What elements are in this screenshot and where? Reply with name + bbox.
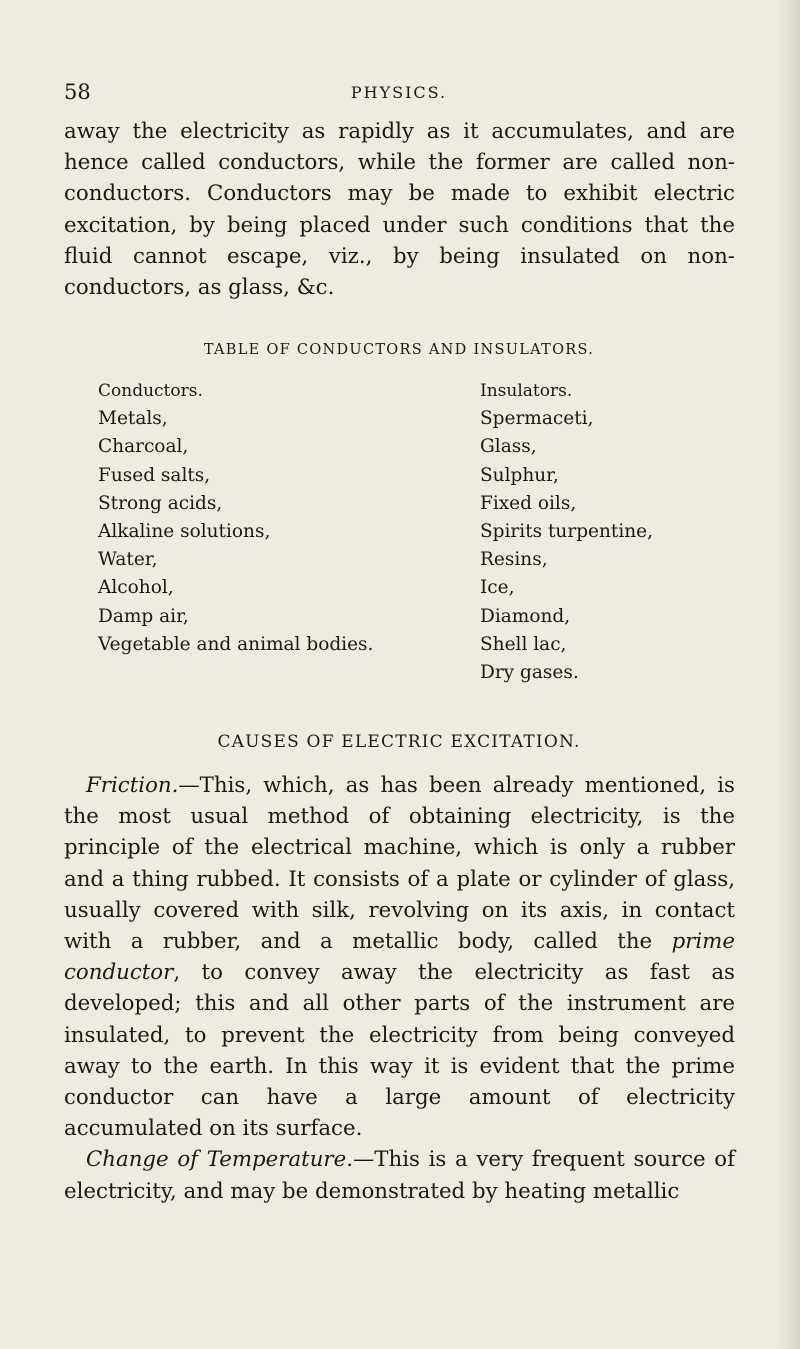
page-edge-shadow bbox=[778, 0, 800, 1349]
conductors-header: Conductors. bbox=[98, 381, 203, 401]
conductor-item: Alkaline solutions, bbox=[98, 521, 271, 543]
conductor-item: Damp air, bbox=[98, 605, 189, 627]
section-heading: CAUSES OF ELECTRIC EXCITATION. bbox=[217, 732, 581, 752]
conductor-item: Charcoal, bbox=[98, 436, 189, 458]
insulator-item: Fixed oils, bbox=[480, 492, 577, 514]
insulator-item: Spermaceti, bbox=[480, 408, 594, 430]
insulator-item: Ice, bbox=[480, 577, 515, 599]
insulator-item: Glass, bbox=[480, 436, 537, 458]
page-header bbox=[64, 80, 734, 110]
insulator-item: Sulphur, bbox=[480, 464, 559, 486]
conductor-item: Vegetable and animal bodies. bbox=[98, 633, 374, 655]
conductors-column bbox=[98, 377, 438, 659]
insulator-item: Spirits turpentine, bbox=[480, 521, 653, 543]
insulator-item: Dry gases. bbox=[480, 662, 579, 684]
temperature-text: —This is a very frequent source of electricity, and may be demonstrated by heating metallic bbox=[64, 1147, 735, 1204]
intro-text: away the electricity as rapidly as it accumulates, and are hence called conductors, while the former are called non-conductors. Conductors may be made to exhibit electric excitation, by being placed under such conditions that the fluid cannot escape, viz., by being insulated on non-conductors, as glass, &c. bbox=[64, 119, 735, 301]
conductor-item: Strong acids, bbox=[98, 492, 223, 514]
insulators-header: Insulators. bbox=[480, 381, 573, 401]
prime-conductor-term: prime conductor bbox=[64, 929, 735, 986]
table-title: TABLE OF CONDUCTORS AND INSULATORS. bbox=[203, 342, 595, 358]
causes-section bbox=[64, 770, 735, 1207]
temperature-paragraph bbox=[64, 1144, 735, 1206]
intro-paragraph bbox=[64, 116, 735, 303]
insulators-column bbox=[480, 377, 780, 687]
temperature-title: Change of Temperature. bbox=[86, 1147, 353, 1173]
insulator-item: Resins, bbox=[480, 549, 548, 571]
conductor-item: Fused salts, bbox=[98, 464, 211, 486]
friction-text-2: , to convey away the electricity as fast as developed; this and all other parts of the instrument are insulated, to prevent the electricity from being conveyed away to the earth. In this way it is evident that the prime conductor can have a large amount of electricity accumulated on its surface. bbox=[64, 960, 735, 1142]
insulator-item: Shell lac, bbox=[480, 633, 567, 655]
friction-title: Friction. bbox=[86, 773, 179, 798]
running-head: PHYSICS. bbox=[350, 83, 448, 102]
page-number: 58 bbox=[64, 80, 91, 104]
friction-text-1: —This, which, as has been already mentioned, is the most usual method of obtaining electricity, is the principle of the electrical machine, which is only a rubber and a thing rubbed. It consists of a plate or cylinder of glass, usually covered with silk, revolving on its axis, in contact with a rubber, and a metallic body, called the bbox=[64, 773, 735, 955]
friction-paragraph bbox=[64, 770, 735, 1144]
conductor-item: Alcohol, bbox=[98, 577, 174, 599]
conductor-item: Metals, bbox=[98, 408, 168, 430]
conductor-item: Water, bbox=[98, 549, 158, 571]
insulator-item: Diamond, bbox=[480, 605, 571, 627]
